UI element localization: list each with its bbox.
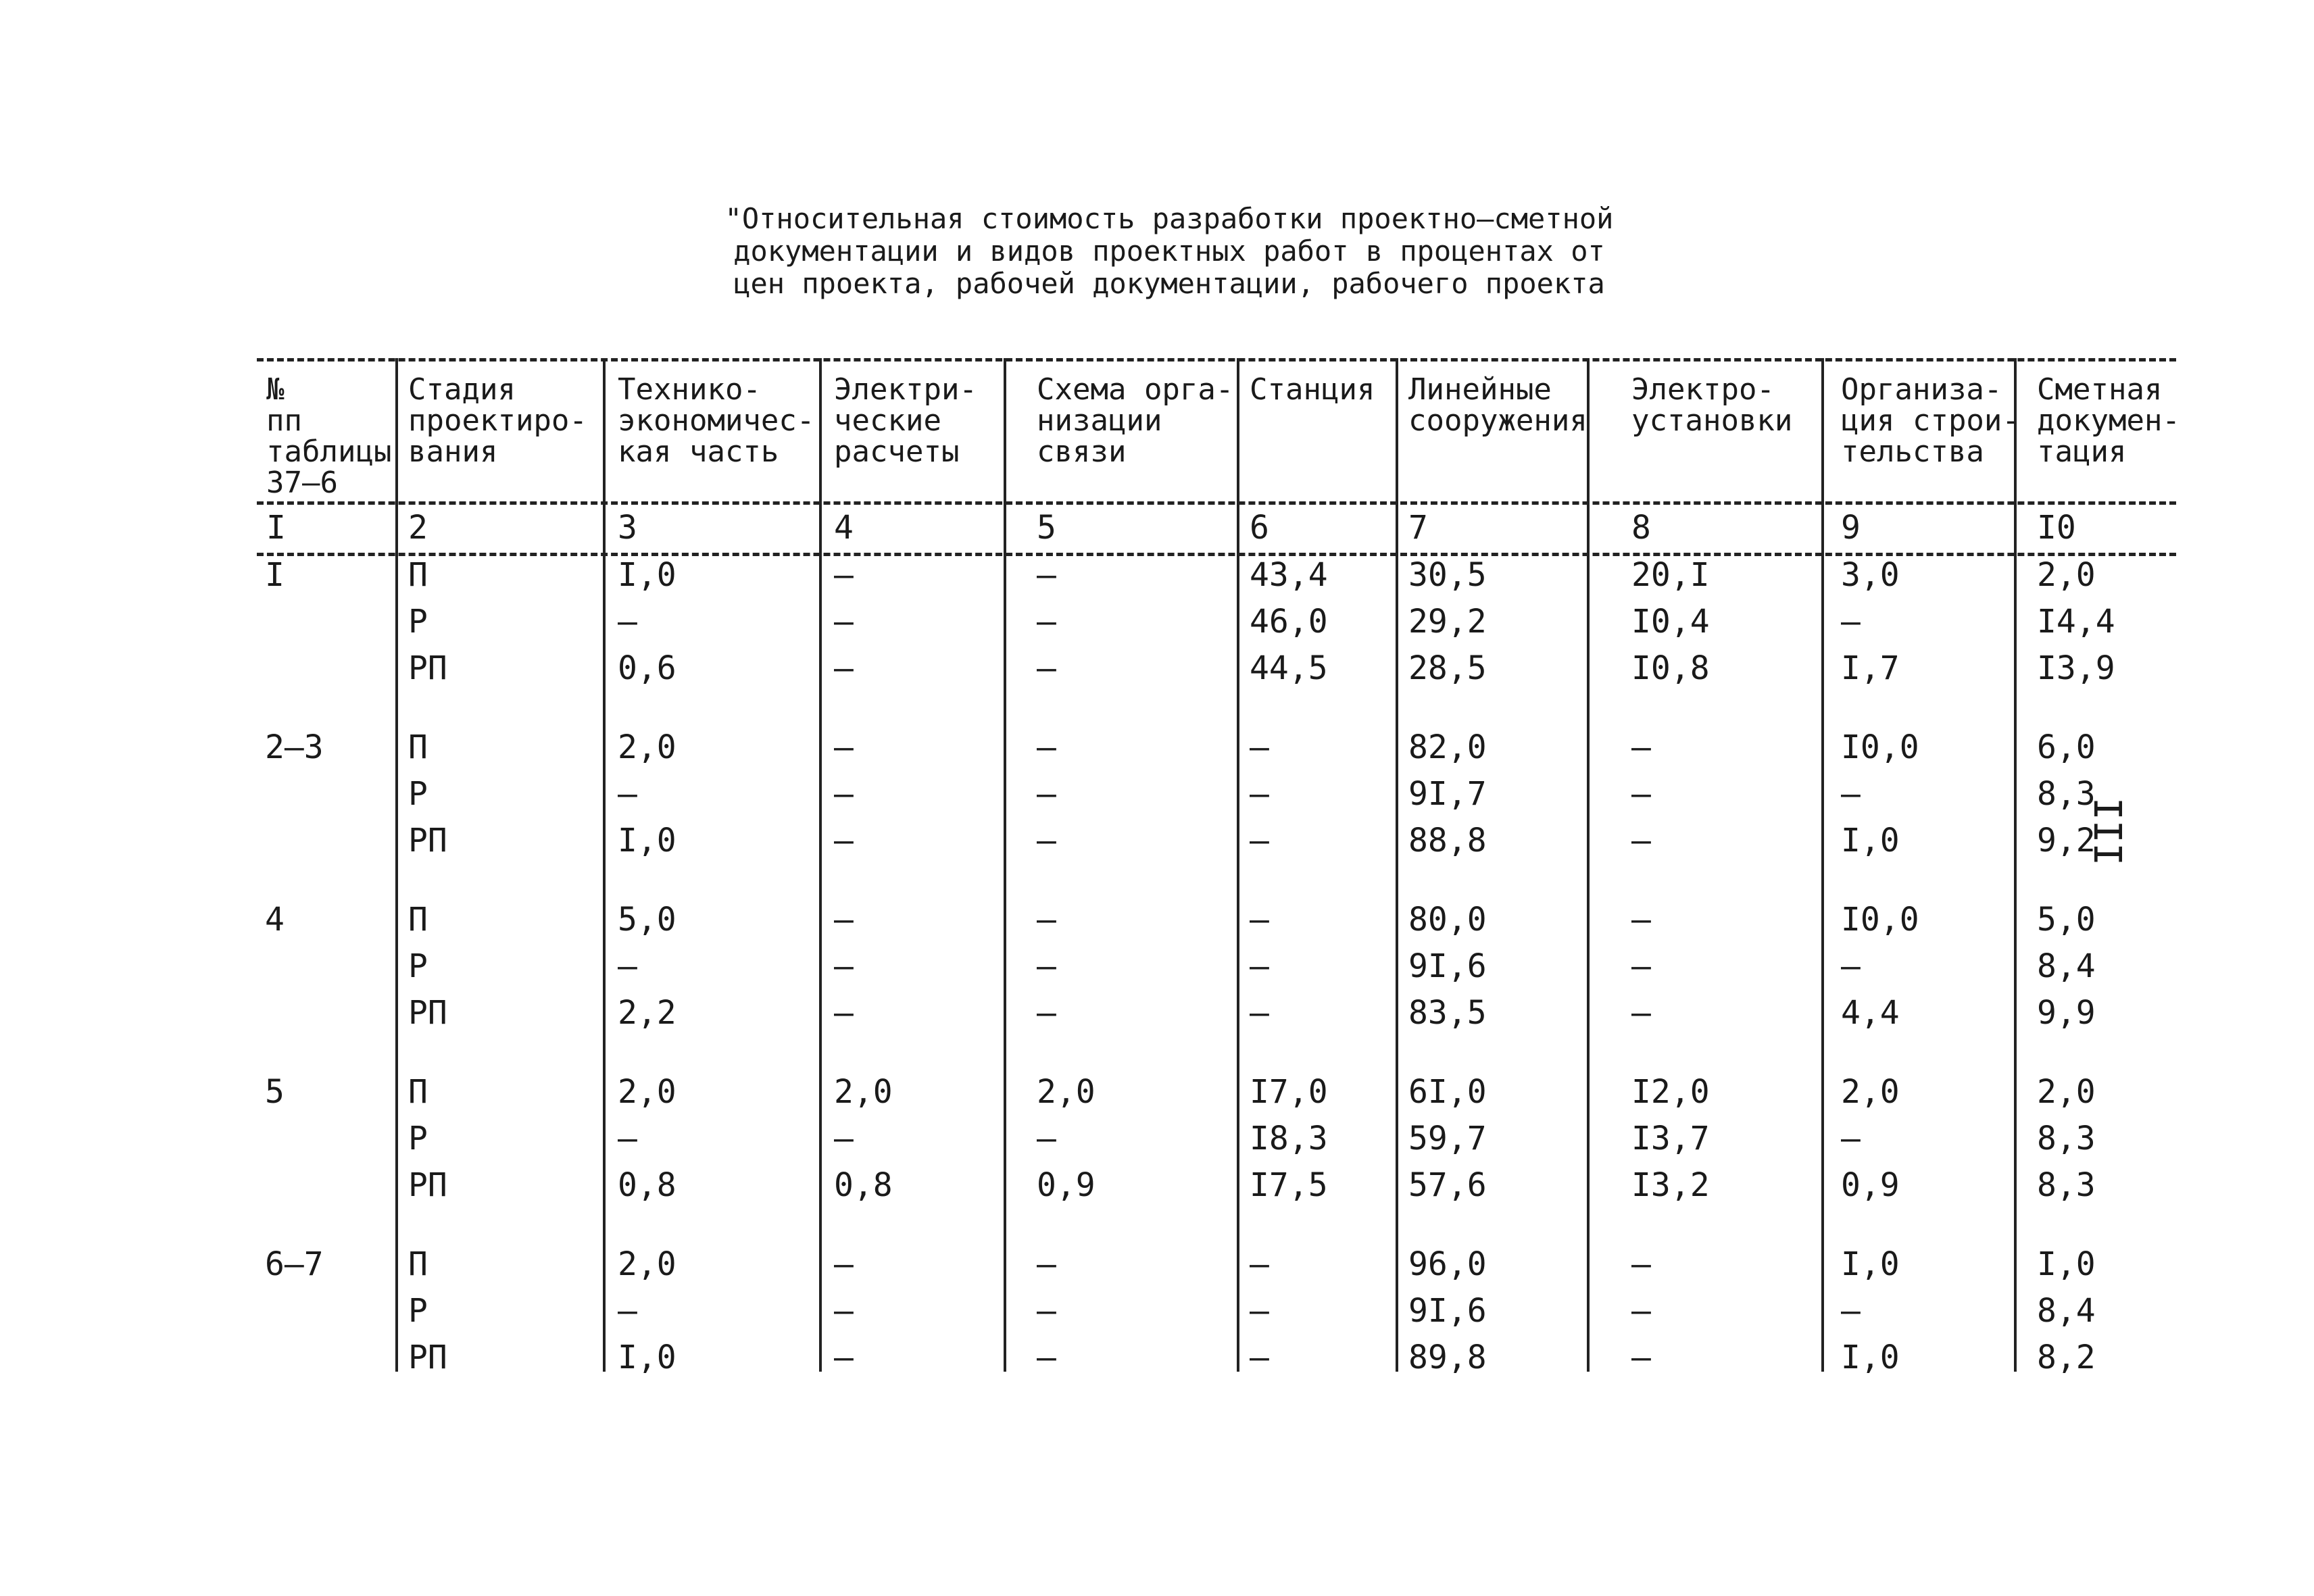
- stage-cell: П: [408, 901, 428, 939]
- column-separator-8: [2014, 358, 2017, 1372]
- value-cell: –: [834, 1292, 854, 1330]
- value-cell: –: [834, 1245, 854, 1283]
- column-separator-6: [1587, 358, 1590, 1372]
- value-cell: 0,9: [1037, 1166, 1096, 1204]
- column-number: 9: [1841, 509, 1861, 547]
- value-cell: 5,0: [618, 901, 676, 939]
- value-cell: 9,2: [2037, 822, 2096, 859]
- value-cell: –: [1250, 1292, 1269, 1330]
- value-cell: –: [1631, 728, 1651, 766]
- value-cell: I3,7: [1631, 1120, 1710, 1157]
- value-cell: 0,6: [618, 649, 676, 687]
- value-cell: –: [1631, 947, 1651, 985]
- value-cell: 0,9: [1841, 1166, 1900, 1204]
- value-cell: 3,0: [1841, 556, 1900, 594]
- page-title: "Относительная стоимость разработки проектно–сметной документации и видов проектных работ в процентах от цен проекта, рабочей документации, рабочего проекта: [724, 202, 1614, 300]
- column-number: I: [266, 509, 286, 547]
- column-number: 2: [408, 509, 428, 547]
- value-cell: 6,0: [2037, 728, 2096, 766]
- value-cell: –: [1037, 822, 1056, 859]
- value-cell: –: [1037, 1120, 1056, 1157]
- value-cell: –: [1037, 775, 1056, 813]
- value-cell: 46,0: [1250, 603, 1328, 641]
- column-separator-5: [1396, 358, 1398, 1372]
- value-cell: –: [1250, 1245, 1269, 1283]
- value-cell: 5,0: [2037, 901, 2096, 939]
- value-cell: 8,4: [2037, 947, 2096, 985]
- value-cell: 57,6: [1408, 1166, 1487, 1204]
- value-cell: –: [618, 775, 637, 813]
- value-cell: –: [1037, 901, 1056, 939]
- value-cell: 80,0: [1408, 901, 1487, 939]
- value-cell: I4,4: [2037, 603, 2115, 641]
- value-cell: 9I,6: [1408, 1292, 1487, 1330]
- value-cell: I,0: [2037, 1245, 2096, 1283]
- value-cell: 2,0: [618, 1073, 676, 1111]
- value-cell: –: [1841, 775, 1861, 813]
- value-cell: –: [1631, 1292, 1651, 1330]
- stage-cell: Р: [408, 603, 428, 641]
- value-cell: 28,5: [1408, 649, 1487, 687]
- value-cell: I,0: [618, 556, 676, 594]
- value-cell: –: [1250, 728, 1269, 766]
- value-cell: I7,5: [1250, 1166, 1328, 1204]
- value-cell: –: [1250, 947, 1269, 985]
- value-cell: –: [834, 1339, 854, 1376]
- value-cell: I3,9: [2037, 649, 2115, 687]
- value-cell: 8,3: [2037, 1166, 2096, 1204]
- value-cell: –: [1037, 1245, 1056, 1283]
- column-number: 5: [1037, 509, 1056, 547]
- value-cell: I,0: [1841, 822, 1900, 859]
- column-separator-7: [1821, 358, 1824, 1372]
- value-cell: –: [1250, 994, 1269, 1032]
- value-cell: 82,0: [1408, 728, 1487, 766]
- column-separator-4: [1237, 358, 1239, 1372]
- value-cell: –: [1037, 1292, 1056, 1330]
- table-number: 5: [265, 1073, 285, 1111]
- stage-cell: РП: [408, 994, 447, 1032]
- value-cell: –: [1250, 775, 1269, 813]
- value-cell: –: [834, 901, 854, 939]
- value-cell: –: [1250, 1339, 1269, 1376]
- column-header: Схема орга- низации связи: [1037, 372, 1234, 469]
- value-cell: I,0: [618, 1339, 676, 1376]
- stage-cell: РП: [408, 1339, 447, 1376]
- data-table: [257, 358, 2180, 1385]
- column-header: Электро- установки: [1631, 372, 1793, 438]
- value-cell: 8,3: [2037, 775, 2096, 813]
- value-cell: 2,2: [618, 994, 676, 1032]
- value-cell: 29,2: [1408, 603, 1487, 641]
- value-cell: 30,5: [1408, 556, 1487, 594]
- table-number: I: [265, 556, 285, 594]
- value-cell: 2,0: [1037, 1073, 1096, 1111]
- value-cell: 2,0: [2037, 1073, 2096, 1111]
- value-cell: 2,0: [1841, 1073, 1900, 1111]
- column-header: Электри- ческие расчеты: [834, 372, 977, 469]
- value-cell: –: [834, 728, 854, 766]
- value-cell: –: [1841, 947, 1861, 985]
- value-cell: 8,2: [2037, 1339, 2096, 1376]
- value-cell: –: [618, 603, 637, 641]
- value-cell: 43,4: [1250, 556, 1328, 594]
- column-separator-2: [819, 358, 822, 1372]
- column-header: Линейные сооружения: [1408, 372, 1587, 438]
- value-cell: –: [834, 947, 854, 985]
- stage-cell: Р: [408, 1292, 428, 1330]
- stage-cell: РП: [408, 649, 447, 687]
- value-cell: I3,2: [1631, 1166, 1710, 1204]
- column-separator-1: [603, 358, 606, 1372]
- column-header: Технико- экономичес- кая часть: [618, 372, 815, 469]
- value-cell: –: [618, 947, 637, 985]
- value-cell: 83,5: [1408, 994, 1487, 1032]
- value-cell: 2,0: [834, 1073, 893, 1111]
- table-number: 2–3: [265, 728, 324, 766]
- value-cell: I,7: [1841, 649, 1900, 687]
- value-cell: 89,8: [1408, 1339, 1487, 1376]
- value-cell: –: [1037, 728, 1056, 766]
- value-cell: –: [1631, 901, 1651, 939]
- value-cell: 6I,0: [1408, 1073, 1487, 1111]
- value-cell: –: [834, 649, 854, 687]
- value-cell: –: [834, 603, 854, 641]
- header-rule-0: [257, 358, 2176, 361]
- value-cell: 20,I: [1631, 556, 1710, 594]
- stage-cell: П: [408, 1073, 428, 1111]
- table-number: 4: [265, 901, 285, 939]
- value-cell: 9I,7: [1408, 775, 1487, 813]
- value-cell: –: [1037, 603, 1056, 641]
- column-header: Сметная докумен- тация: [2037, 372, 2180, 469]
- column-header: Стадия проектиро- вания: [408, 372, 587, 469]
- value-cell: I0,8: [1631, 649, 1710, 687]
- value-cell: 2,0: [2037, 556, 2096, 594]
- value-cell: —: [1037, 994, 1056, 1032]
- value-cell: I8,3: [1250, 1120, 1328, 1157]
- value-cell: 2,0: [618, 728, 676, 766]
- column-header: Станция: [1250, 372, 1375, 407]
- column-header: № пп таблицы 37–6: [266, 372, 392, 500]
- value-cell: 8,4: [2037, 1292, 2096, 1330]
- value-cell: I,0: [1841, 1245, 1900, 1283]
- stage-cell: П: [408, 556, 428, 594]
- stage-cell: П: [408, 728, 428, 766]
- value-cell: –: [1841, 1120, 1861, 1157]
- value-cell: –: [834, 994, 854, 1032]
- stage-cell: РП: [408, 822, 447, 859]
- column-number: 3: [618, 509, 637, 547]
- value-cell: –: [1250, 822, 1269, 859]
- value-cell: –: [1037, 649, 1056, 687]
- column-number: 4: [834, 509, 854, 547]
- stage-cell: Р: [408, 1120, 428, 1157]
- value-cell: 88,8: [1408, 822, 1487, 859]
- value-cell: –: [834, 775, 854, 813]
- value-cell: 8,3: [2037, 1120, 2096, 1157]
- value-cell: I0,0: [1841, 728, 1919, 766]
- value-cell: –: [1250, 901, 1269, 939]
- column-number: 6: [1250, 509, 1269, 547]
- value-cell: 59,7: [1408, 1120, 1487, 1157]
- value-cell: –: [1631, 994, 1651, 1032]
- value-cell: 9,9: [2037, 994, 2096, 1032]
- value-cell: –: [1631, 1339, 1651, 1376]
- column-header: Организа- ция строи- тельства: [1841, 372, 2020, 469]
- column-number: 7: [1408, 509, 1428, 547]
- value-cell: –: [1631, 775, 1651, 813]
- header-rule-1: [257, 501, 2176, 505]
- value-cell: –: [834, 1120, 854, 1157]
- value-cell: 96,0: [1408, 1245, 1487, 1283]
- value-cell: I,0: [1841, 1339, 1900, 1376]
- stage-cell: Р: [408, 775, 428, 813]
- column-separator-3: [1004, 358, 1006, 1372]
- value-cell: –: [834, 822, 854, 859]
- value-cell: 9I,6: [1408, 947, 1487, 985]
- column-number: I0: [2037, 509, 2076, 547]
- value-cell: I,0: [618, 822, 676, 859]
- value-cell: I0,4: [1631, 603, 1710, 641]
- stage-cell: Р: [408, 947, 428, 985]
- stage-cell: РП: [408, 1166, 447, 1204]
- value-cell: –: [1631, 822, 1651, 859]
- value-cell: –: [1037, 947, 1056, 985]
- column-number: 8: [1631, 509, 1651, 547]
- table-number: 6–7: [265, 1245, 324, 1283]
- value-cell: 2,0: [618, 1245, 676, 1283]
- value-cell: 4,4: [1841, 994, 1900, 1032]
- value-cell: I0,0: [1841, 901, 1919, 939]
- value-cell: –: [1841, 1292, 1861, 1330]
- page-number: III: [2085, 797, 2129, 866]
- value-cell: –: [1631, 1245, 1651, 1283]
- stage-cell: П: [408, 1245, 428, 1283]
- column-separator-0: [395, 358, 398, 1372]
- value-cell: 0,8: [618, 1166, 676, 1204]
- value-cell: 44,5: [1250, 649, 1328, 687]
- value-cell: I2,0: [1631, 1073, 1710, 1111]
- value-cell: –: [1037, 1339, 1056, 1376]
- value-cell: I7,0: [1250, 1073, 1328, 1111]
- value-cell: –: [1037, 556, 1056, 594]
- value-cell: –: [834, 556, 854, 594]
- value-cell: –: [618, 1120, 637, 1157]
- value-cell: –: [1841, 603, 1861, 641]
- value-cell: –: [618, 1292, 637, 1330]
- value-cell: 0,8: [834, 1166, 893, 1204]
